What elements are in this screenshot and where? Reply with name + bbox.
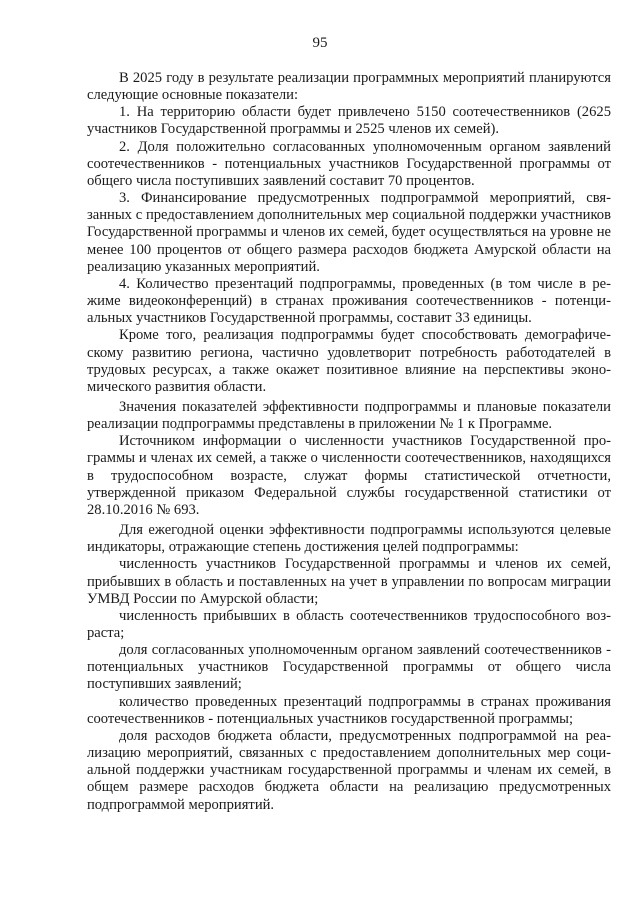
paragraph-demographics: Кроме того, реализация подпрограммы будет способствовать демографическому развитию региона, частично удовлетворит потребность работодателей в трудовых ресурсах, а также окажет позитивное влияние на перспективы экономического развития области. [87,327,611,395]
paragraph-indicator-3: 3. Финансирование предусмотренных подпрограммой мероприятий, связанных с предоставлением дополнительных мер социальной поддержки участников Государственной программы и членов их семей, будет осуществляться на уровне не менее 100 процентов от общего размера расходов бюджета Амурской области на реализацию указанных мероприятий. [87,190,611,275]
list-item-working-age-count: численность прибывших в область соотечественников трудоспособного возраста; [87,607,611,641]
paragraph-intro: В 2025 году в результате реализации программных мероприятий планируются следующие основные показатели: [87,70,611,104]
paragraph-indicator-1: 1. На территорию области будет привлечено 5150 соотечественников (2625 участников Государственной программы и 2525 членов их семей). [87,104,611,138]
paragraph-target-indicators: Для ежегодной оценки эффективности подпрограммы используются целевые индикаторы, отражающие степень достижения целей подпрограммы: [87,522,611,556]
paragraph-information-source: Источником информации о численности участников Государственной программы и членах их семей, а также о численности соотечественников, находящихся в трудоспособном возрасте, служат формы статистической отчетности, утвержденной приказом Федеральной службы государственной статистики от 28.10.2016 № 693. [87,433,611,518]
paragraph-indicator-4: 4. Количество презентаций подпрограммы, проведенных (в том числе в режиме видеоконференций) в странах проживания соотечественников - потенциальных участников Государственной программы, составит 33 единицы. [87,275,611,327]
paragraph-indicator-2: 2. Доля положительно согласованных уполномоченным органом заявлений соотечественников - потенциальных участников Государственной программы от общего числа поступивших заявлений составит 70 процентов. [87,138,611,189]
list-item-approved-applications-share: доля согласованных уполномоченным органом заявлений соотечественников - потенциальных участников Государственной программы от общего числа поступивших заявлений; [87,642,611,693]
paragraph-appendix-reference: Значения показателей эффективности подпрограммы и плановые показатели реализации подпрограммы представлены в приложении № 1 к Программе. [87,398,611,433]
list-item-budget-share: доля расходов бюджета области, предусмотренных подпрограммой на реализацию мероприятий, связанных с предоставлением дополнительных мер социальной поддержки участникам государственной программы и членам их семей, в общем размере расходов бюджета области на реализацию предусмотренных подпрограммой мероприятий. [87,727,611,813]
document-body [87,70,611,814]
list-item-participants-count: численность участников Государственной программы и членов их семей, прибывших в область и поставленных на учет в управлении по вопросам миграции УМВД России по Амурской области; [87,556,611,607]
page-number: 95 [312,35,328,51]
list-item-presentations-count: количество проведенных презентаций подпрограммы в странах проживания соотечественников - потенциальных участников государственной программы; [87,693,611,727]
